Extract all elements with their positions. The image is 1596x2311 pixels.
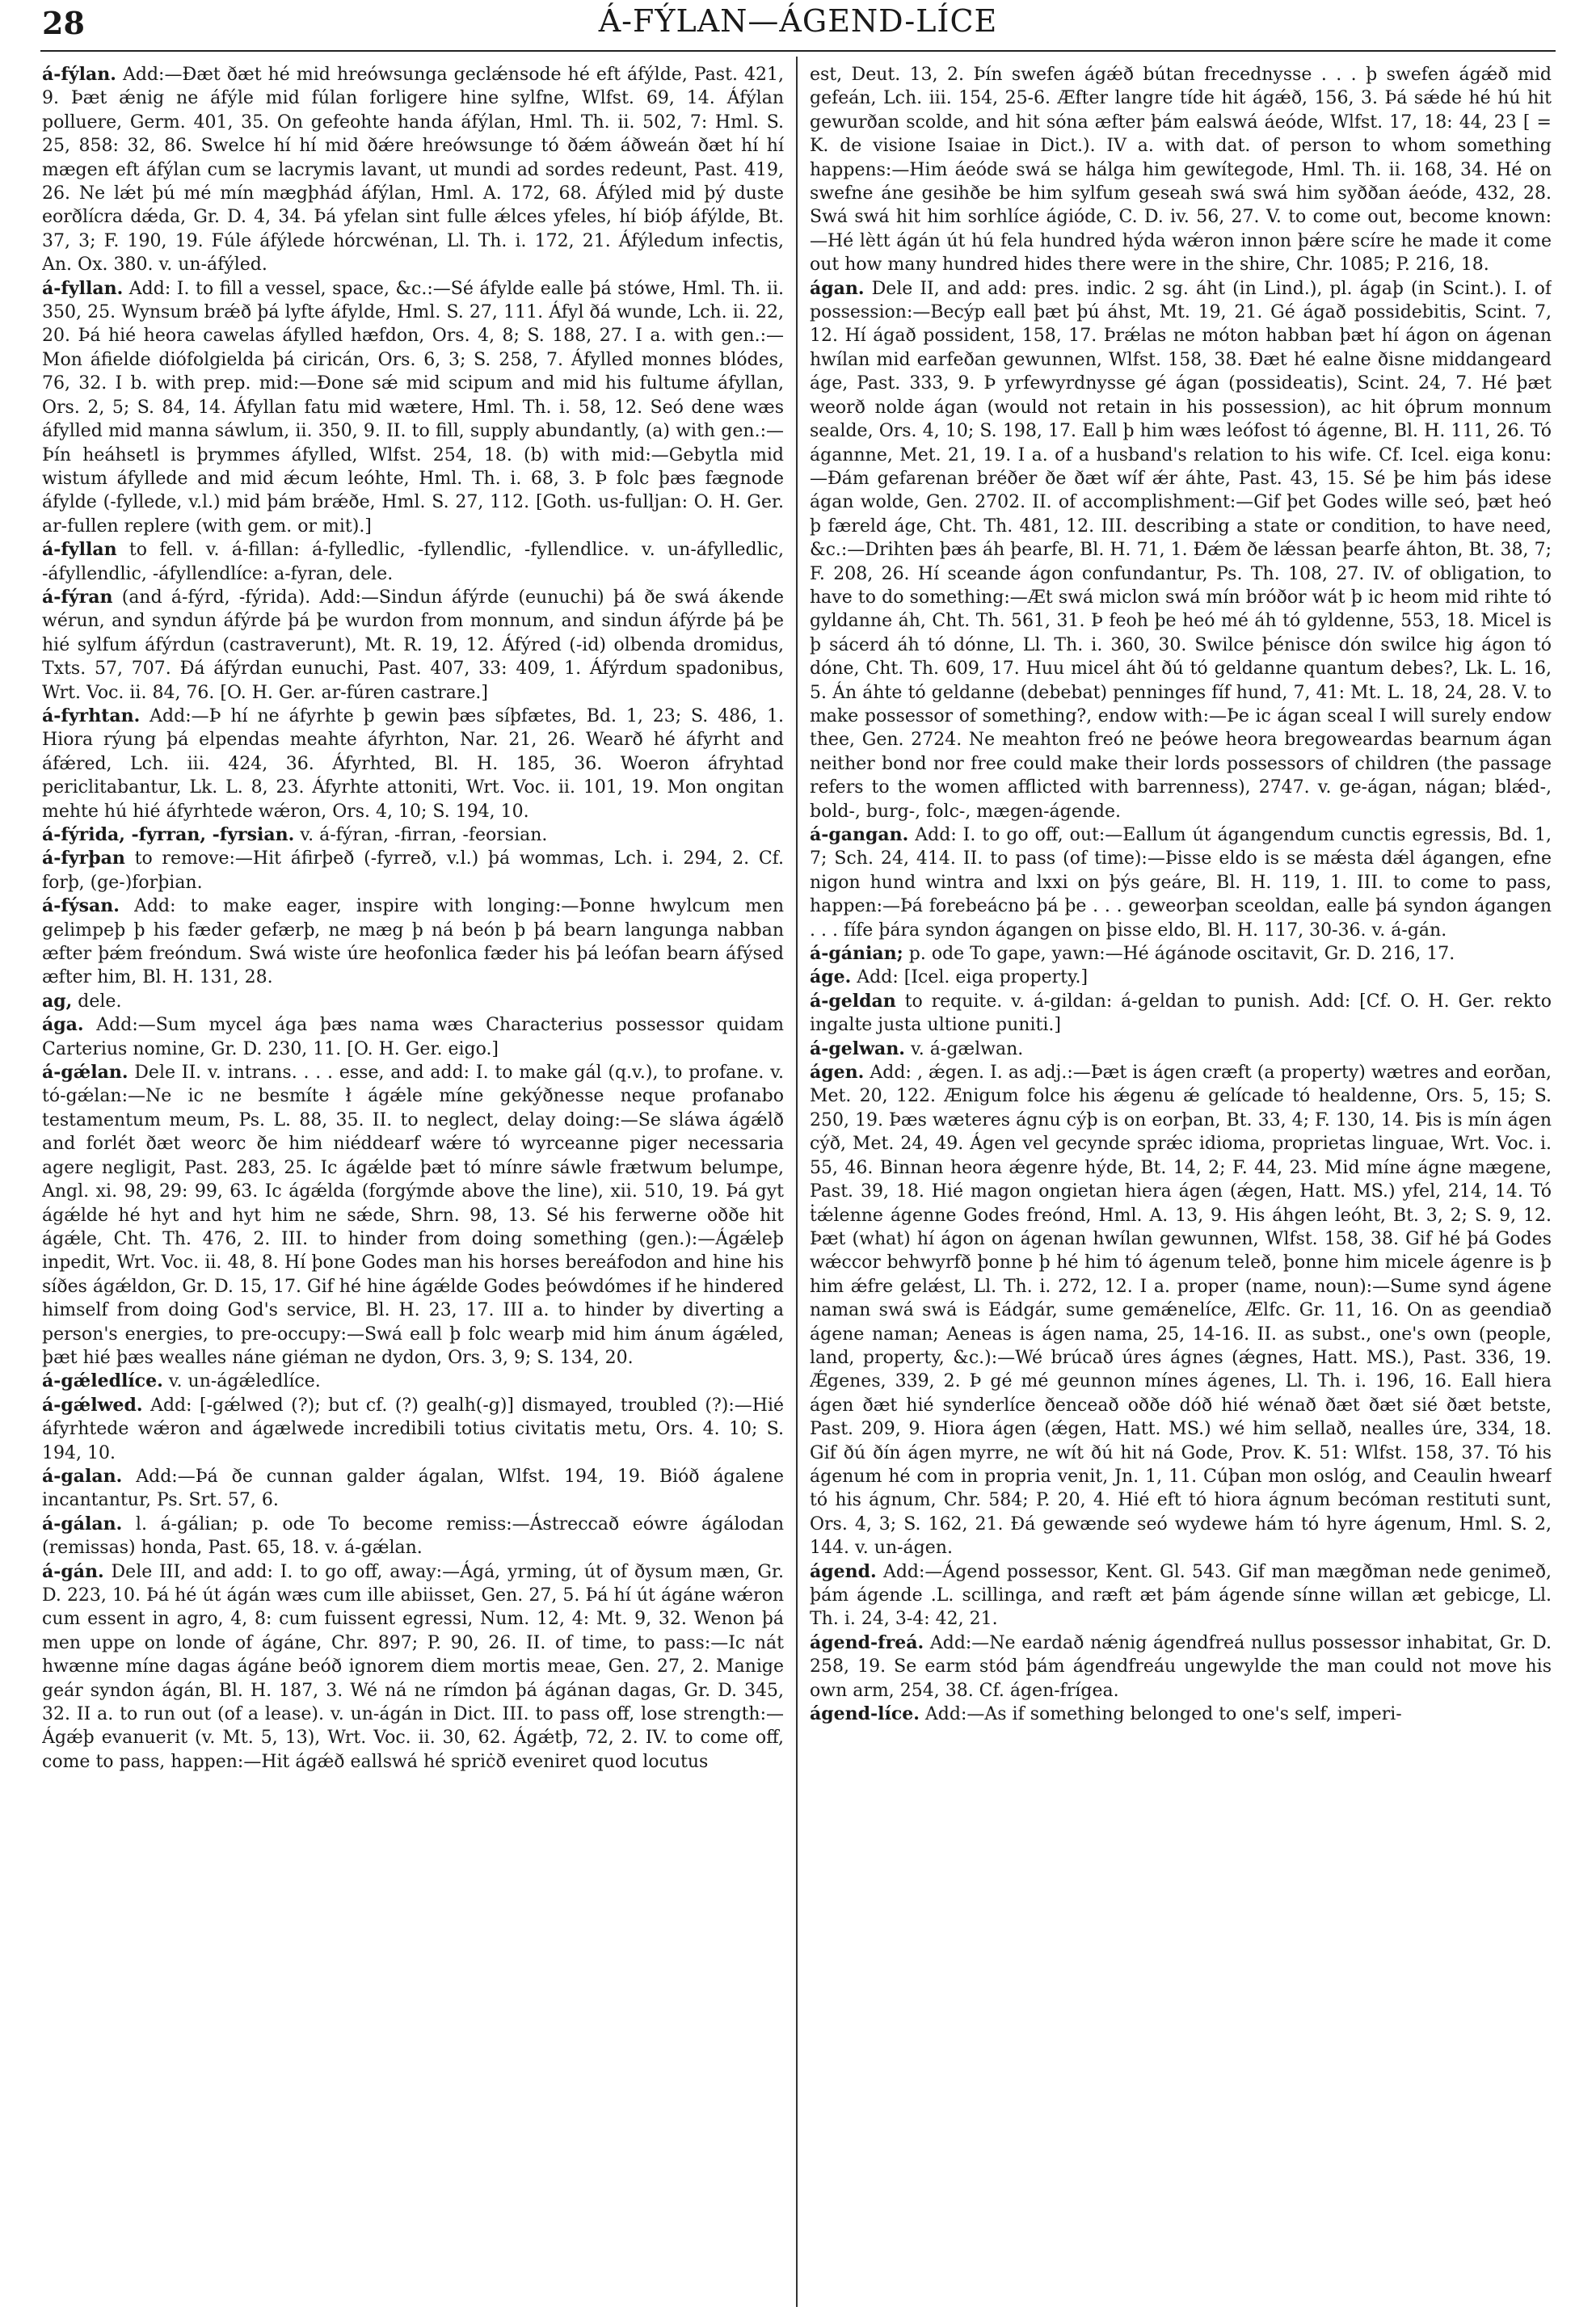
dictionary-entry <box>810 1703 1552 1726</box>
entry-headword: á-fýrida, -fyrran, -fyrsian. <box>42 824 295 845</box>
entry-text: Add: , ǽgen. I. as adj.:—Þæt is ágen cræft (a property) wætres and eorðan, Met. 20, 122. Ænigum folce his ǽgenu ǽ gelícade tó healdenne, Ors. 5, 15; S. 250, 19. Þæs wæteres ágnu cýþ is on eorþan, Bt. 33, 4; F. 130, 14. Þis is mín ágen cýð, Met. 24, 49. Ágen vel gecynde sprǽc idioma, proprietas linguae, Wrt. Voc. i. 55, 46. Binnan heora ǽgenre hýde, Bt. 14, 2; F. 44, 23. Mid míne ágne mægene, Past. 39, 18. Hié magon ongietan hiera ágen (ǽgen, Hatt. MS.) yfel, 214, 14. Tó ṫǽlenne ágenne Godes freónd, Hml. A. 13, 9. His áhgen leóht, Bt. 3, 2; S. 9, 12. Þæt (what) hí ágon on ágenan hwílan gewunnen, Wlfst. 158, 38. Gif hé þá Godes wǽccor behwyrfð þonne þ hé him tó ágenum teleð, þonne him micele ágenre is þ him ǽfre gelǽst, Ll. Th. i. 272, 12. I a. proper (name, noun):—Sume synd ágene naman swá swá is Eádgár, sume gemǽnelíce, Ælfc. Gr. 11, 16. On as geendiað ágene naman; Aeneas is ágen nama, 25, 14-16. II. as subst., one's own (people, land, property, &c.):—Wé brúcað úres ágnes (ǽgnes, Hatt. MS.), Past. 336, 19. Ǽgenes, 339, 2. Þ gé mé geunnon mínes ágenes, Ll. Th. i. 196, 16. Eall hiera ágen ðæt hié synderlíce ðenceað oððe dóð hié wénað ðæt ðæt sié ðæt betste, Past. 209, 9. Hiora ágen (ǽgen, Hatt. MS.) wé him sellað, nealles úre, 334, 18. Gif ðú ðín ágen myrre, ne wít ðú hit ná Gode, Prov. K. 51: Wlfst. 158, 37. Tó his ágenum hé com in propria venit, Jn. 1, 11. Cúþan mon oslóg, and Ceaulin hwearf tó his ágnum, Chr. 584; P. 20, 4. Hié eft tó hiora ágnum becóman restituti sunt, Ors. 4, 3; S. 162, 21. Ðá gewænde seó wydewe hám tó hyre ágenum, Hml. S. 2, 144. v. un-ágen. <box>810 1063 1552 1559</box>
dictionary-entry <box>810 277 1552 823</box>
dictionary-entry <box>42 277 784 538</box>
entry-headword: á-fýran <box>42 586 113 608</box>
entry-headword: ag, <box>42 990 73 1012</box>
entry-text: to fell. v. á-fillan: á-fylledlic, -fyllendlic, -fyllendlice. v. un-áfylledlic, -áfyllendlic, -áfyllendlíce: a-fyran, dele. <box>42 540 784 584</box>
entry-text: Add:—Ágend possessor, Kent. Gl. 543. Gif man mægðman nede genimeð, þám ágende .L. scillinga, and ræft æt þám ágende sínne willan æt gebicge, Ll. Th. i. 24, 3-4: 42, 21. <box>810 1561 1552 1630</box>
dictionary-entry <box>42 823 784 847</box>
entry-headword: á-gelwan. <box>810 1038 905 1059</box>
dictionary-entry <box>42 1513 784 1560</box>
dictionary-entry <box>42 538 784 586</box>
entry-headword: á-gǽlwed. <box>42 1394 143 1416</box>
entry-text: l. á-gálian; p. ode To become remiss:—Ástreccað eówre ágálodan (remissas) honda, Past. 65, 18. v. á-gǽlan. <box>42 1513 784 1559</box>
entry-text: Add: [Icel. eiga property.] <box>857 967 1089 988</box>
dictionary-entry <box>810 1631 1552 1703</box>
entry-headword: á-fyllan <box>42 539 117 561</box>
dictionary-entry <box>42 1013 784 1061</box>
entry-headword: ágan. <box>810 277 865 299</box>
entry-headword: á-gǽledlíce. <box>42 1370 163 1392</box>
entry-headword: á-gánian; <box>810 943 903 965</box>
dictionary-entry <box>42 1370 784 1393</box>
entry-text: v. á-gælwan. <box>910 1038 1024 1059</box>
dictionary-entry <box>42 586 784 705</box>
dictionary-entry <box>810 990 1552 1038</box>
entry-headword: á-gán. <box>42 1560 104 1582</box>
entry-text: (and á-fýrd, -fýrida). Add:—Sindun áfýrde (eunuchi) þá ðe swá ákende wérun, and syndun áfýrde þá þe wurdon from monnum, and sindun áfýrde þá þe hié sylfum áfýrdun (castraverunt), Mt. R. 19, 12. Áfýred (-id) olbenda dromidus, Txts. 57, 707. Ðá áfýrdan eunuchi, Past. 407, 33: 409, 1. Áfýrdum spadonibus, Wrt. Voc. ii. 84, 76. [O. H. Ger. ar-fúren castrare.] <box>42 587 784 703</box>
entry-headword: ágend. <box>810 1560 877 1582</box>
entry-text: Dele II, and add: pres. indic. 2 sg. áht (in Lind.), pl. ágaþ (in Scint.). I. of possession:—Becýp eall þæt þú áhst, Mt. 19, 21. Gé ágað possidebitis, Scint. 7, 12. Hí ágað possident, 158, 17. Þrǽlas ne móton habban þæt hí ágon on ágenan hwílan mid earfeðan gewunnen, Wlfst. 158, 38. Ðæt hé ealne ðisne middangeard áge, Past. 333, 9. Þ yrfewyrdnysse gé ágan (possideatis), Scint. 24, 7. Hé þæt weorð nolde ágan (would not retain in his possession), ac hit óþrum monnum sealde, Ors. 4, 10; S. 198, 17. Eall þ him wæs leófost tó ágenne, Bl. H. 111, 26. Tó ágannne, Met. 21, 19. I a. of a husband's relation to his wife. Cf. Icel. eiga konu:—Ðám gefarenan bréðer ðe ðæt wíf ǽr áhte, Past. 43, 15. Sé þe him þás idese ágan wolde, Gen. 2702. II. of accomplishment:—Gif þet Godes wille seó, þæt heó þ færeld áge, Cht. Th. 481, 12. III. describing a state or condition, to have need, &c.:—Drihten þæs áh þearfe, Bl. H. 71, 1. Ðǽm ðe lǽssan þearfe áhton, Bt. 38, 7; F. 208, 26. Hí sceande ágon confundantur, Ps. Th. 108, 27. IV. of obligation, to have to do something:—Æt swá miclon swá mín bróðor wát þ ic heom mid rihte tó gyldanne áh, Cht. Th. 561, 31. Þ feoh þe heó mé áh tó gyldenne, 553, 18. Micel is þ sácerd áh tó dónne, Ll. Th. i. 360, 30. Swilce þénisce dón swilce hig ágon tó dóne, Cht. Th. 609, 17. Huu micel áht ðú tó geldanne quantum debes?, Lk. L. 16, 5. Án áhte tó geldanne (debebat) penninges fíf hund, 7, 41: Mt. L. 18, 24, 28. V. to make possessor of something?, endow with:—Þe ic ágan sceal I will surely endow thee, Gen. 2724. Ne meahton freó ne þeówe heora bregoweardas bearnum ágan neither bond nor free could make their lords possessors of children (the passage refers to the women afflicted with barrenness), 2747. v. ge-ágan, nágan; blǽd-, bold-, burg-, folc-, mægen-ágende. <box>810 278 1552 822</box>
dictionary-entry <box>810 966 1552 989</box>
entry-headword: á-gangan. <box>810 824 909 845</box>
dictionary-entry <box>810 1560 1552 1631</box>
entry-headword: á-gálan. <box>42 1513 123 1534</box>
entry-text: Add: to make eager, inspire with longing:—Þonne hwylcum men gelimpeþ þ his fæder gefærþ, ne mæg þ ná beón þ þá bearn langunga nabban æfter þǽm freóndum. Swá wiste úre heofonlica fæder his þá leófan bearn áfýsed æfter him, Bl. H. 131, 28. <box>42 896 784 988</box>
dictionary-entry <box>810 63 1552 277</box>
entry-text: Add: I. to go off, out:—Eallum út ágangendum cunctis egressis, Bd. 1, 7; Sch. 24, 414. II. to pass (of time):—Þisse eldo is se mǽsta dǽl ágangen, efne nigon hund wintra and lxxi on þýs geáre, Bl. H. 119, 1. III. to come to pass, happen:—Þá forebeácno þá þe . . . geweorþan sceoldan, ealle þá syndon ágangen . . . fífe þára syndon ágangen on þisse eldo, Bl. H. 117, 30-36. v. á-gán. <box>810 825 1552 941</box>
dictionary-entry <box>42 990 784 1013</box>
entry-text: Add:—As if something belonged to one's self, imperi- <box>924 1704 1402 1725</box>
entry-text: Add:—Þá ðe cunnan galder ágalan, Wlfst. 194, 19. Bióð ágalene incantantur, Ps. Srt. 57, 6. <box>42 1466 784 1511</box>
entry-headword: ágend-líce. <box>810 1703 920 1725</box>
entry-headword: á-fýlan. <box>42 64 116 85</box>
entry-headword: áge. <box>810 966 852 988</box>
dictionary-entry <box>42 1465 784 1513</box>
entry-text: v. un-ágǽledlíce. <box>168 1371 321 1392</box>
page-number: 28 <box>42 5 85 41</box>
entry-headword: ágen. <box>810 1062 865 1084</box>
left-column <box>42 63 784 2301</box>
header-rule <box>40 50 1556 52</box>
dictionary-entry <box>42 63 784 277</box>
entry-text: Add:—Ne eardað nǽnig ágendfreá nullus possessor inhabitat, Gr. D. 258, 19. Se earm stód þám ágendfreáu ungewylde the man could not move his own arm, 254, 38. Cf. ágen-frígea. <box>810 1632 1552 1701</box>
entry-headword: á-fyrþan <box>42 848 125 869</box>
entry-headword: ágend-freá. <box>810 1631 924 1653</box>
entry-text: Add: I. to fill a vessel, space, &c.:—Sé áfylde ealle þá stówe, Hml. Th. ii. 350, 25. Wynsum brǽð þá lyfte áfylde, Hml. S. 27, 111. Áfyl ðá wunde, Lch. ii. 22, 20. Þá hié heora cawelas áfylled hæfdon, Ors. 4, 8; S. 188, 27. I a. with gen.:—Mon áfielde diófolgielda þá ciricán, Ors. 6, 3; S. 258, 7. Áfylled monnes blódes, 76, 32. I b. with prep. mid:—Ðone sǽ mid scipum and mid his fultume áfyllan, Ors. 2, 5; S. 84, 14. Áfyllan fatu mid wætere, Hml. Th. i. 58, 12. Seó dene wæs áfylled mid manna sáwlum, ii. 350, 9. II. to fill, supply abundantly, (a) with gen.:—Þín heáhsetl is þrymmes áfylled, Wlfst. 254, 18. (b) with mid:—Gebytla mid wistum áfyllede and mid ǽcum leóhte, Hml. Th. i. 68, 3. Þ folc þæs fægnode áfylde (-fyllede, v.l.) mid þám brǽðe, Hml. S. 27, 112. [Goth. us-fulljan: O. H. Ger. ar-fullen replere (with gem. or mit).] <box>42 278 784 537</box>
entry-headword: á-geldan <box>810 990 896 1012</box>
dictionary-entry <box>810 1061 1552 1560</box>
column-divider <box>796 57 798 2307</box>
right-column <box>810 63 1552 2301</box>
entry-text: dele. <box>78 991 122 1012</box>
entry-text: to remove:—Hit áfirþeð (-fyrreð, v.l.) þá wommas, Lch. i. 294, 2. Cf. forþ, (ge-)forþian. <box>42 848 784 893</box>
entry-headword: ága. <box>42 1014 84 1036</box>
dictionary-entry <box>42 1394 784 1465</box>
entry-headword: á-fyrhtan. <box>42 705 141 726</box>
entry-headword: á-fýsan. <box>42 895 120 917</box>
entry-text: Add:—Ðæt ðæt hé mid hreówsunga geclǽnsode hé eft áfýlde, Past. 421, 9. Þæt ǽnig ne áfýle mid fúlan forligere hine sylfne, Wlfst. 69, 14. Áfýlan polluere, Germ. 401, 35. On gefeohte handa áfýlan, Hml. Th. ii. 502, 7: Hml. S. 25, 858: 32, 86. Swelce hí hí mid ðǽre hreówsunge tó ðǽm áðweán ðæt hí hí mægen eft áfýlan cum se lacrymis lavant, ut mundi ad sordes redeunt, Past. 419, 26. Ne lǽt þú mé mín mægþhád áfýlan, Hml. A. 172, 68. Áfýled mid þý duste eorðlícra dǽda, Gr. D. 4, 34. Þá yfelan sint fulle ǽlces yfeles, hí bióþ áfýlde, Bt. 37, 3; F. 190, 19. Fúle áfýlede hórcwénan, Ll. Th. i. 172, 21. Áfýledum infectis, An. Ox. 380. v. un-áfýled. <box>42 65 784 276</box>
running-title: Á-FÝLAN—ÁGEND-LÍCE <box>598 3 998 39</box>
dictionary-entry <box>42 705 784 823</box>
entry-text: p. ode To gape, yawn:—Hé ágánode oscitavit, Gr. D. 216, 17. <box>908 944 1455 965</box>
entry-text: Add:—Þ hí ne áfyrhte þ gewin þæs síþfætes, Bd. 1, 23; S. 486, 1. Hiora rýung þá elpendas meahte áfyrhton, Nar. 21, 26. Wearð hé áfyrht and áfǽred, Lch. iii. 424, 36. Áfyrhted, Bl. H. 185, 36. Woeron áfryhtad periclitabantur, Lk. L. 8, 23. Áfyrhte attoniti, Wrt. Voc. ii. 101, 19. Mon ongitan mehte hú hié áfyrhtede wǽron, Ors. 4, 10; S. 194, 10. <box>42 705 784 822</box>
entry-headword: á-galan. <box>42 1465 123 1487</box>
dictionary-entry <box>810 823 1552 942</box>
dictionary-entry <box>42 1061 784 1370</box>
dictionary-entry <box>810 942 1552 966</box>
dictionary-entry <box>810 1038 1552 1061</box>
dictionary-entry <box>42 895 784 990</box>
entry-headword: á-gǽlan. <box>42 1062 128 1084</box>
dictionary-entry <box>42 1560 784 1774</box>
entry-text: Add: [-gǽlwed (?); but cf. (?) gealh(-g)] dismayed, troubled (?):—Hié áfyrhtede wǽron and ágælwede incredibili totius civitatis metu, Ors. 4. 10; S. 194, 10. <box>42 1395 784 1463</box>
dictionary-entry <box>42 847 784 895</box>
entry-text: est, Deut. 13, 2. Þín swefen ágǽð bútan frecednysse . . . þ swefen ágǽð mid gefeán, Lch. iii. 154, 25-6. Æfter langre tíde hit ágǽð, 156, 3. Þá sǽde hé hú hit gewurðan scolde, and hit sóna æfter þám ealswá áeóde, Wlfst. 17, 18: 44, 23 [ = K. de visione Isaiae in Dict.). IV a. with dat. of person to whom something happens:—Him áeóde swá se hálga him gewítegode, Hml. Th. ii. 168, 34. Hé on swefne áne gesihðe be him sylfum geseah swá swá him syððan áeóde, 432, 28. Swá swá hit him sorhlíce ágióde, C. D. iv. 56, 27. V. to come out, become known:—Hé lètt ágán út hú fela hundred hýda wǽron innon þǽre scíre he made it come out how many hundred hides there were in the shire, Chr. 1085; P. 216, 18. <box>810 65 1552 276</box>
entry-text: Add:—Sum mycel ága þæs nama wæs Characterius possessor quidam Carterius nomine, Gr. D. 230, 11. [O. H. Ger. eigo.] <box>42 1015 784 1059</box>
entry-text: to requite. v. á-gildan: á-geldan to punish. Add: [Cf. O. H. Ger. rekto ingalte justa ultione puniti.] <box>810 991 1552 1036</box>
entry-headword: á-fyllan. <box>42 277 124 299</box>
entry-text: Dele II. v. intrans. . . . esse, and add: I. to make gál (q.v.), to profane. v. tó-gǽlan:—Ne ic ne besmíte ł ágǽle míne gekýðnesse neque profanabo testamentum meum, Ps. L. 88, 35. II. to neglect, delay doing:—Se sláwa ágǽlð and forlét ðæt weorc ðe him niéddearf wǽre tó wyrceanne piger necessaria agere negligit, Past. 283, 25. Ic ágǽlde þæt tó mínre sáwle frætwum belumpe, Angl. xi. 98, 29: 99, 63. Ic ágǽlda (forgýmde above the line), xii. 510, 19. Þá gyt ágǽlde hé hyt and hyt him ne sǽde, Shrn. 98, 13. Sé his ferwerne oððe hit ágǽle, Cht. Th. 476, 2. III. to hinder from doing something (gen.):—Ágǽleþ inpedit, Wrt. Voc. ii. 48, 8. Hí þone Godes man his horses bereáfodon and hine his síðes ágǽldon, Gr. D. 15, 17. Gif hé hine ágǽlde Godes þeówdómes if he hindered himself from doing God's service, Bl. H. 23, 17. III a. to hinder by diverting a person's energies, to pre-occupy:—Swá eall þ folc wearþ mid him ánum ágǽled, þæt hié þæs wealles náne giéman ne dydon, Ors. 3, 9; S. 134, 20. <box>42 1063 784 1368</box>
entry-text: v. á-fýran, -firran, -feorsian. <box>300 825 548 845</box>
entry-text: Dele III, and add: I. to go off, away:—Ágá, yrming, út of ðysum mæn, Gr. D. 223, 10. Þá hé út ágán wæs cum ille abiisset, Gen. 27, 5. Þá hí út ágáne wǽron cum essent in agro, 4, 8: cum fuissent egressi, Num. 12, 4: Mt. 9, 32. Wenon þá men uppe on londe of ágáne, Chr. 897; P. 90, 26. II. of time, to pass:—Ic nát hwænne míne dagas ágáne beóð ignorem diem mortis meae, Gen. 27, 2. Manige geár syndon ágán, Bl. H. 187, 3. Wé ná ne rímdon þá ágánan dagas, Gr. D. 345, 32. II a. to run out (of a lease). v. un-ágán in Dict. III. to pass off, lose strength:—Ágǽþ evanuerit (v. Mt. 5, 13), Wrt. Voc. ii. 30, 62. Ágǽtþ, 72, 2. IV. to come off, come to pass, happen:—Hit ágǽð eallswá hé spriċð eveniret quod locutus <box>42 1561 784 1772</box>
